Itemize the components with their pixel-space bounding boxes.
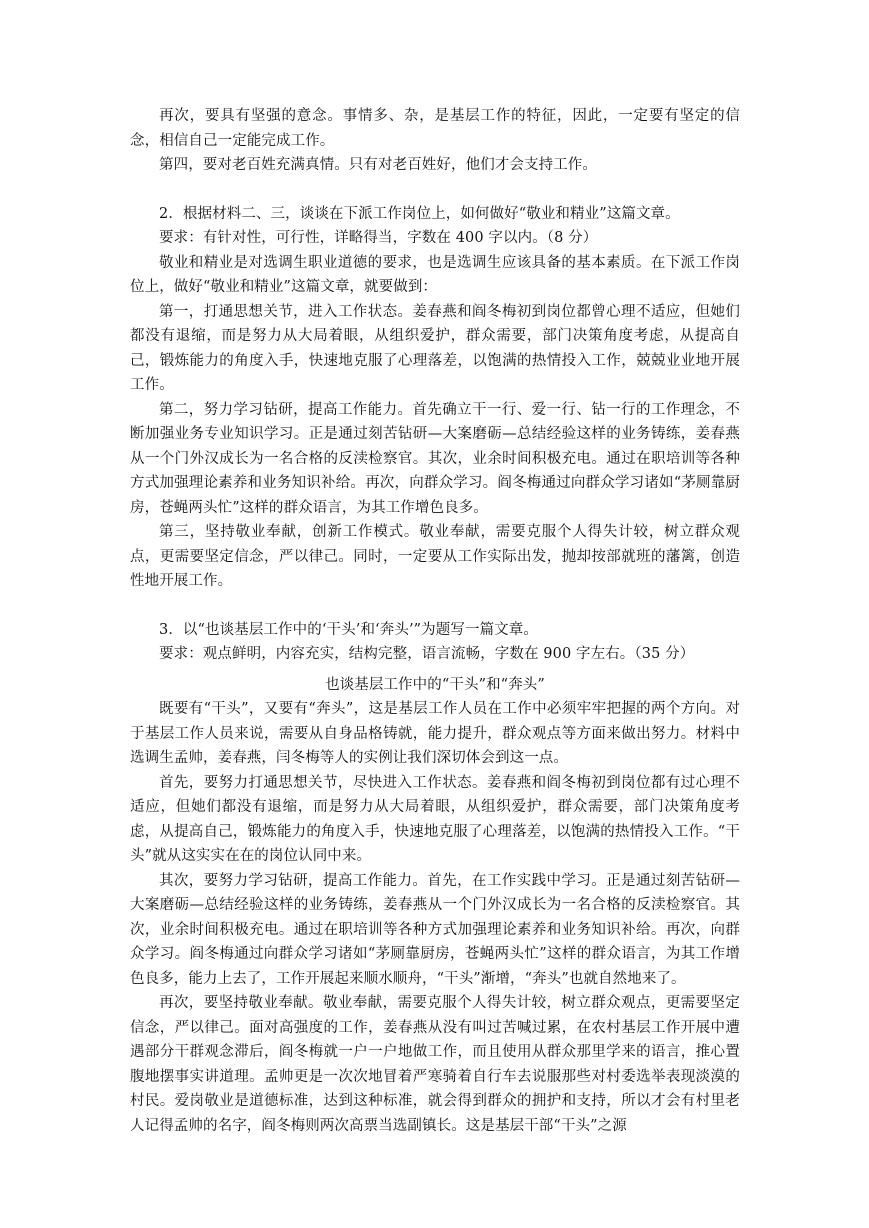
spacer — [130, 178, 740, 202]
question-3-requirement: 要求：观点鲜明，内容充实，结构完整，语言流畅，字数在 900 字左右。（35 分） — [159, 646, 695, 662]
question-2-requirement: 要求：有针对性，可行性，详略得当，字数在 400 字以内。（8 分） — [159, 230, 598, 246]
answer-2-point-3: 第三，坚持敬业奉献，创新工作模式。敬业奉献，需要克服个人得失计较，树立群众观点，更需要坚定信念，严以律己。同时，一定要从工作实际出发，抛却按部就班的藩篱，创造性地开展工作。 — [130, 524, 740, 589]
answer-2-point-1: 第一，打通思想关节，进入工作状态。姜春燕和阎冬梅初到岗位都曾心理不适应，但她们都没有退缩，而是努力从大局着眼，从组织爱护，群众需要，部门决策角度考虑，从提高自己，锻炼能力的角度入手，快速地克服了心理落差，以饱满的热情投入工作，兢兢业业地开展工作。 — [130, 303, 740, 393]
paragraph-persistence: 再次，要具有坚强的意念。事情多、杂，是基层工作的特征，因此，一定要有坚定的信念，相信自己一定能完成工作。 — [130, 108, 740, 149]
essay-paragraph-2: 首先，要努力打通思想关节，尽快进入工作状态。姜春燕和阎冬梅初到岗位都有过心理不适应，但她们都没有退缩，而是努力从大局着眼，从组织爱护，群众需要，部门决策角度考虑，从提高自己，锻炼能力的角度入手，快速地克服了心理落差，以饱满的热情投入工作。“干头”就从这实实在在的岗位认同中来。 — [130, 774, 740, 864]
essay-paragraph-1: 既要有“干头”，又要有“奔头”，这是基层工作人员在工作中必须牢牢把握的两个方向。对于基层工作人员来说，需要从自身品格铸就，能力提升，群众观点等方面来做出努力。材料中选调生孟帅，姜春燕，闫冬梅等人的实例让我们深切体会到这一点。 — [130, 701, 740, 766]
essay-paragraph-4: 再次，要坚持敬业奉献。敬业奉献，需要克服个人得失计较，树立群众观点，更需要坚定信念，严以律己。面对高强度的工作，姜春燕从没有叫过苦喊过累，在农村基层工作开展中遭遇部分干群观念滞后，阎冬梅就一户一户地做工作，而且使用从群众那里学来的语言，推心置腹地摆事实讲道理。孟帅更是一次次地冒着严寒骑着自行车去说服那些对村委选举表现淡漠的村民。爱岗敬业是道德标准，达到这种标准，就会得到群众的拥护和支持，所以才会有村里老人记得孟帅的名字，阎冬梅则两次高票当选副镇长。这是基层干部“干头”之源 — [130, 995, 740, 1134]
question-3: 3．以“也谈基层工作中的‘干头’和‘奔头’”为题写一篇文章。 — [159, 621, 538, 638]
answer-2-point-2: 第二，努力学习钻研，提高工作能力。首先确立干一行、爱一行、钻一行的工作理念，不断加强业务专业知识学习。正是通过刻苦钻研—大案磨砺—总结经验这样的业务铸练，姜春燕从一个门外汉成长为一名合格的反渎检察官。其次，业余时间积极充电。通过在职培训等各种方式加强理论素养和业务知识补给。再次，向群众学习。阎冬梅通过向群众学习诸如“茅厕靠厨房，苍蝇两头忙”这样的群众语言，为其工作增色良多。 — [130, 401, 740, 516]
document-page — [130, 104, 740, 1138]
spacer — [130, 594, 740, 618]
essay-paragraph-3: 其次，要努力学习钻研，提高工作能力。首先，在工作实践中学习。正是通过刻苦钻研—大案磨砺—总结经验这样的业务铸练，姜春燕从一个门外汉成长为一名合格的反渎检察官。其次，业余时间积极充电。通过在职培训等各种方式加强理论素养和业务知识补给。再次，向群众学习。阎冬梅通过向群众学习诸如“茅厕靠厨房，苍蝇两头忙”这样的群众语言，为其工作增色良多，能力上去了，工作开展起来顺水顺舟，“干头”渐增，“奔头”也就自然地来了。 — [130, 872, 740, 987]
answer-2-intro: 敬业和精业是对选调生职业道德的要求，也是选调生应该具备的基本素质。在下派工作岗位上，做好“敬业和精业”这篇文章，就要做到： — [130, 254, 740, 295]
paragraph-fourth: 第四，要对老百姓充满真情。只有对老百姓好，他们才会支持工作。 — [159, 157, 597, 173]
essay-title: 也谈基层工作中的“干头”和“奔头” — [325, 676, 545, 693]
question-2: 2．根据材料二、三，谈谈在下派工作岗位上，如何做好“敬业和精业”这篇文章。 — [159, 205, 680, 222]
